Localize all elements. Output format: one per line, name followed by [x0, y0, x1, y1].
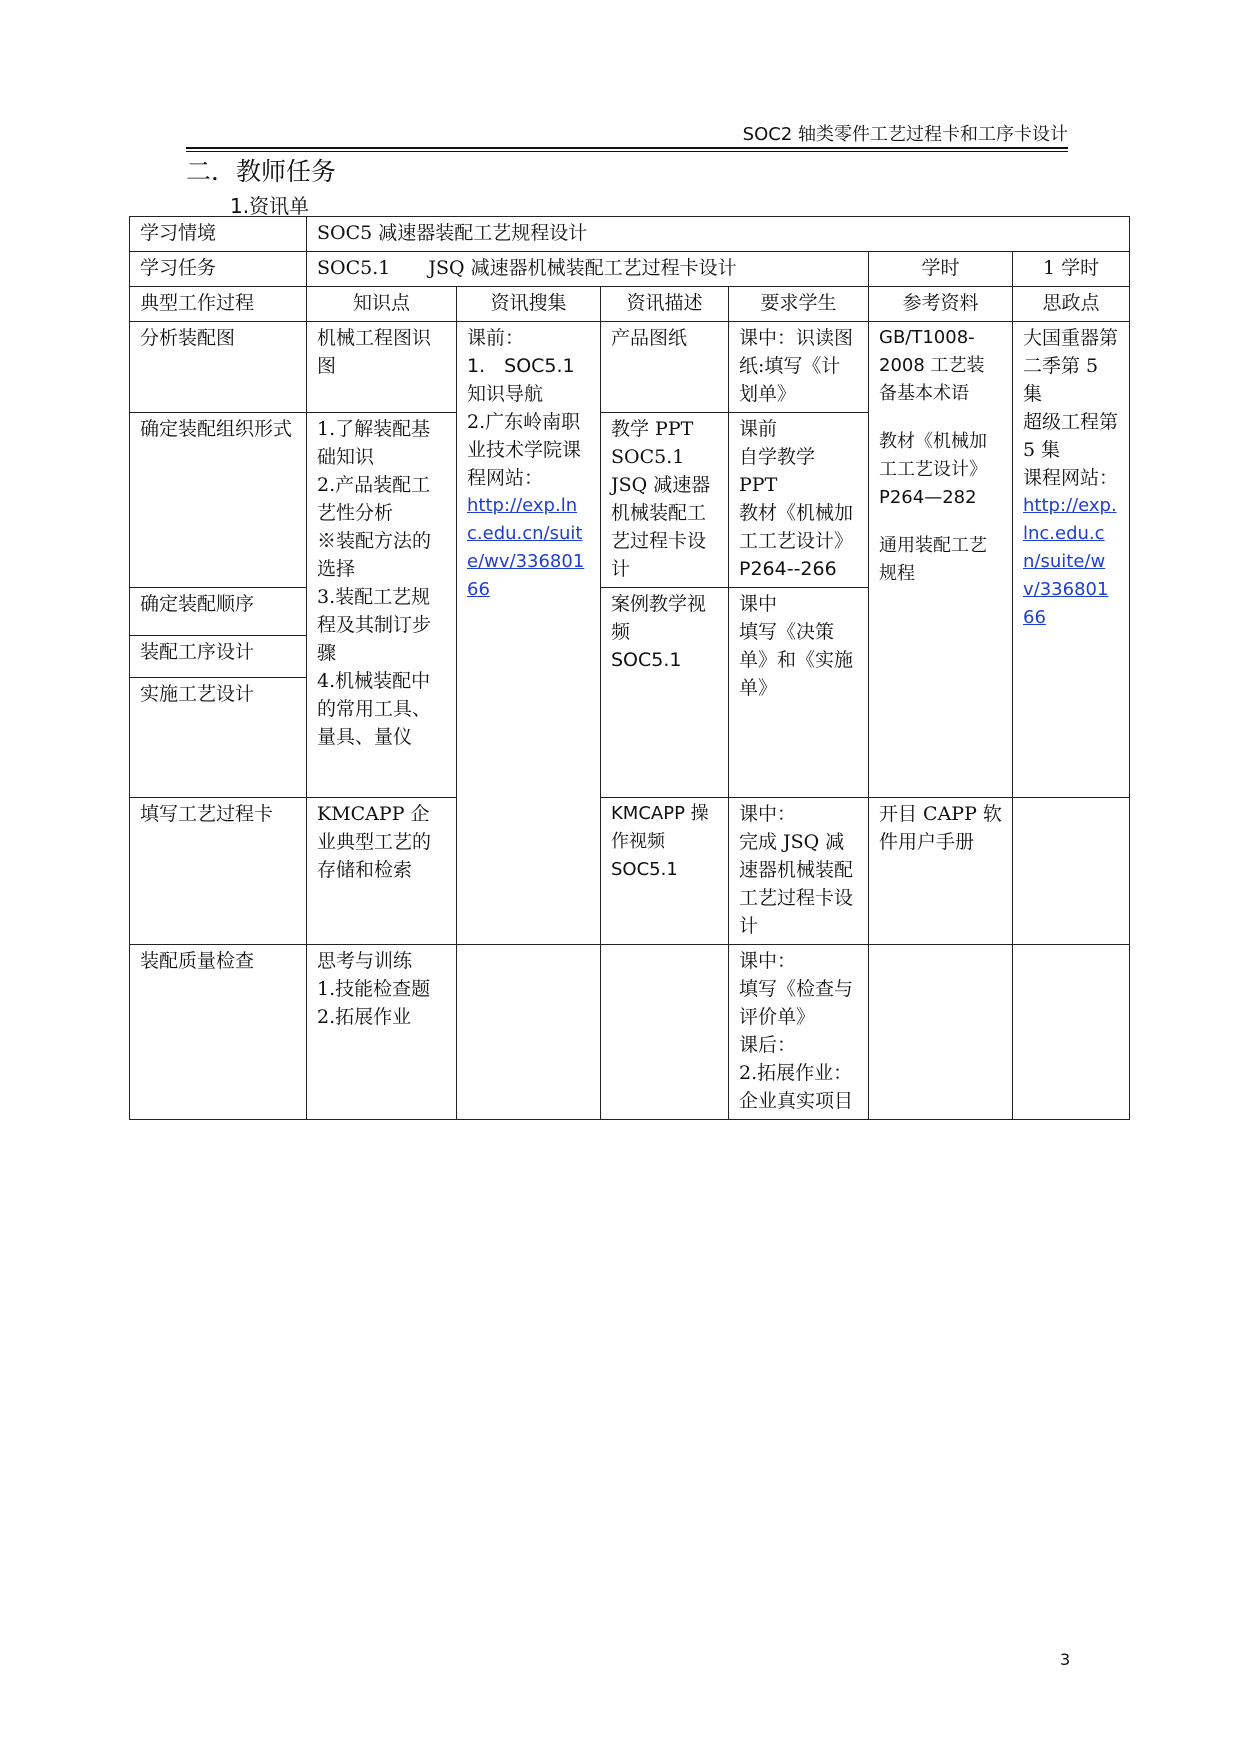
learning-task-label: 学习任务 — [130, 252, 307, 287]
desc-cell: 产品图纸 — [601, 322, 729, 413]
header-reference: 参考资料 — [869, 287, 1013, 322]
table-row — [130, 217, 1130, 252]
learning-situation-value: SOC5 减速器装配工艺规程设计 — [307, 217, 1130, 252]
desc-cell: KMCAPP 操作视频 SOC5.1 — [601, 798, 729, 945]
course-website-link[interactable]: http://exp.lnc.edu.cn/suite/wv/33680166 — [467, 495, 585, 600]
process-cell: 确定装配组织形式 — [130, 413, 307, 588]
requirement-cell: 课前 自学教学 PPT 教材《机械加工工艺设计》 P264--266 — [729, 413, 869, 588]
reference-cell: 开目 CAPP 软件用户手册 — [869, 798, 1013, 945]
ideology-website-link[interactable]: http://exp.lnc.edu.cn/suite/wv/33680166 — [1023, 495, 1117, 628]
collect-cell: 课前： 1. SOC5.1 知识导航 2.广东岭南职业技术学院课程网站： http://exp.lnc.edu.cn/suite/wv/33680166 — [457, 322, 601, 945]
requirement-cell: 课中： 完成 JSQ 减速器机械装配工艺过程卡设计 — [729, 798, 869, 945]
knowledge-cell: 思考与训练 1.技能检查题 2.拓展作业 — [307, 945, 457, 1120]
header-desc: 资讯描述 — [601, 287, 729, 322]
table-row — [130, 945, 1130, 1120]
ideology-cell: 大国重器第二季第 5 集 超级工程第 5 集 课程网站： http://exp.lnc.edu.cn/suite/wv/33680166 — [1013, 322, 1130, 798]
learning-task-value: SOC5.1 JSQ 减速器机械装配工艺过程卡设计 — [307, 252, 869, 287]
process-cell: 实施工艺设计 — [130, 678, 307, 798]
collect-cell — [457, 945, 601, 1120]
table-header-row — [130, 287, 1130, 322]
page-number: 3 — [1060, 1650, 1071, 1669]
learning-situation-label: 学习情境 — [130, 217, 307, 252]
header-rule — [186, 147, 1068, 149]
requirement-cell: 课中：识读图纸:填写《计划单》 — [729, 322, 869, 413]
process-cell: 分析装配图 — [130, 322, 307, 413]
page-header — [186, 120, 1068, 150]
subtitle: 1.资讯单 — [230, 194, 310, 218]
header-title: SOC2 轴类零件工艺过程卡和工序卡设计 — [742, 124, 1068, 145]
knowledge-cell: KMCAPP 企业典型工艺的存储和检索 — [307, 798, 457, 945]
requirement-cell: 课中 填写《决策单》和《实施单》 — [729, 588, 869, 798]
header-collect: 资讯搜集 — [457, 287, 601, 322]
table-row — [130, 798, 1130, 945]
reference-cell — [869, 945, 1013, 1120]
table-row — [130, 252, 1130, 287]
process-cell: 确定装配顺序 — [130, 588, 307, 636]
hours-value: 1 学时 — [1013, 252, 1130, 287]
process-cell: 填写工艺过程卡 — [130, 798, 307, 945]
process-cell: 装配质量检查 — [130, 945, 307, 1120]
knowledge-cell: 机械工程图识图 — [307, 322, 457, 413]
header-process: 典型工作过程 — [130, 287, 307, 322]
info-table — [129, 216, 1130, 1120]
requirement-cell: 课中： 填写《检查与评价单》 课后： 2.拓展作业：企业真实项目 — [729, 945, 869, 1120]
ideology-cell — [1013, 945, 1130, 1120]
hours-label: 学时 — [869, 252, 1013, 287]
desc-cell — [601, 945, 729, 1120]
desc-cell: 教学 PPT SOC5.1 JSQ 减速器机械装配工艺过程卡设计 — [601, 413, 729, 588]
knowledge-cell: 1.了解装配基础知识 2.产品装配工艺性分析 ※装配方法的选择 3.装配工艺规程及其制订步骤 4.机械装配中的常用工具、量具、量仪 — [307, 413, 457, 798]
section-title: 二．教师任务 — [186, 157, 337, 186]
header-knowledge: 知识点 — [307, 287, 457, 322]
desc-cell: 案例教学视频 SOC5.1 — [601, 588, 729, 798]
process-cell: 装配工序设计 — [130, 636, 307, 678]
table-row — [130, 322, 1130, 413]
header-ideology: 思政点 — [1013, 287, 1130, 322]
reference-cell: GB/T1008-2008 工艺装备基本术语 教材《机械加工工艺设计》 P264—282 通用装配工艺规程 — [869, 322, 1013, 798]
header-requirement: 要求学生 — [729, 287, 869, 322]
ideology-cell — [1013, 798, 1130, 945]
